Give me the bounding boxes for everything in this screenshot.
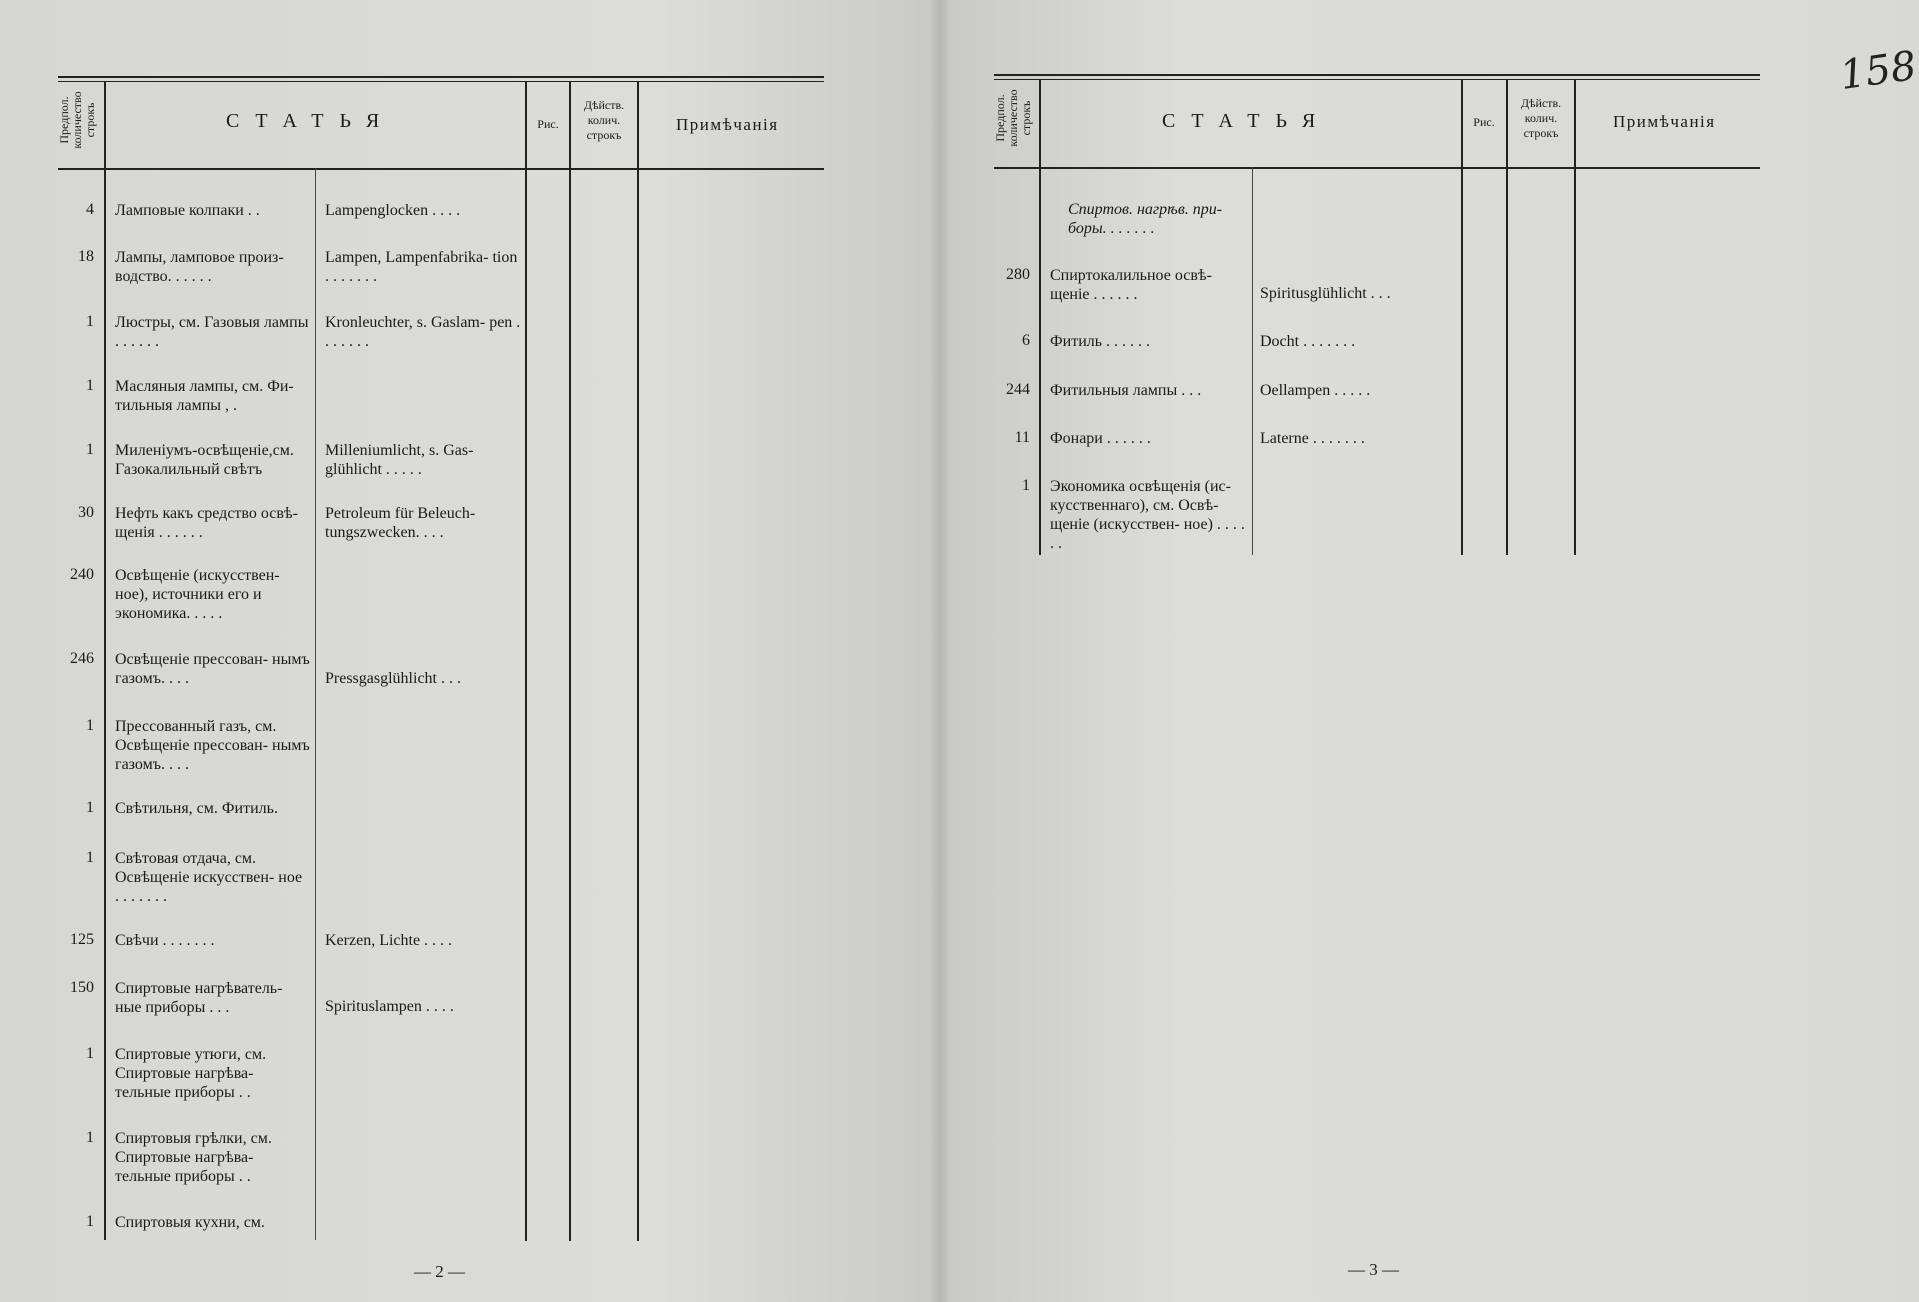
row-count: 280: [1006, 266, 1030, 283]
top-rule-thin: [58, 81, 824, 82]
row-article-de: Docht . . . . . . .: [1260, 333, 1356, 350]
row-article-de: Spirituslampen . . . .: [325, 998, 454, 1015]
row-article-ru: Нефть какъ средство освѣ- щенія . . . . . .: [115, 505, 298, 541]
row-count: 1: [86, 717, 94, 734]
top-rule-thin: [994, 79, 1760, 80]
handwritten-folio: 158: [1837, 42, 1919, 100]
row-article-ru: Масляныя лампы, см. Фи- тильныя лампы , .: [115, 378, 294, 414]
row-article-de: Spiritusglühlicht . . .: [1260, 285, 1391, 302]
row-article-ru: Спиртовые утюги, см. Спиртовые нагрѣва- тельные приборы . .: [115, 1046, 267, 1101]
header-actual: Дѣйств. колич. строкъ: [1520, 96, 1562, 140]
row-article-de: Kronleuchter, s. Gaslam- pen . . . . . . .: [325, 314, 521, 350]
row-count: 125: [70, 931, 94, 948]
row-count: 11: [1014, 429, 1030, 446]
row-article-ru: Спиртов. нагрѣв. при- боры. . . . . . .: [1068, 201, 1223, 237]
col-divider: [1506, 79, 1508, 555]
header-count: Предпол. количество строкъ: [993, 89, 1033, 147]
row-article-ru: Прессованный газъ, см. Освѣщеніе прессован- нымъ газомъ. . . .: [115, 718, 310, 773]
row-article-de: Oellampen . . . . .: [1260, 382, 1371, 399]
row-article-ru: Миленіумъ-освѣщеніе,см. Газокалильный свѣтъ: [115, 442, 294, 478]
row-count: 1: [1022, 477, 1030, 494]
col-divider: [104, 81, 106, 169]
row-article-ru: Свѣчи . . . . . . .: [115, 932, 215, 949]
row-count: 1: [86, 1213, 94, 1230]
row-article-ru: Фитильныя лампы . . .: [1050, 382, 1202, 399]
row-count: 1: [86, 1129, 94, 1146]
top-rule: [58, 76, 824, 78]
header-notes: Примѣчанія: [676, 115, 779, 134]
row-count: 1: [86, 849, 94, 866]
row-article-ru: Спиртовыя кухни, см.: [115, 1214, 265, 1231]
col-divider: [525, 81, 527, 1241]
row-count: 244: [1006, 381, 1030, 398]
row-article-ru: Освѣщеніе (искусствен- ное), источники его и экономика. . . . .: [115, 567, 280, 622]
row-count: 4: [86, 201, 94, 218]
row-article-de: Pressgasglühlicht . . .: [325, 670, 461, 687]
row-article-de: Lampen, Lampenfabrika- tion . . . . . . .: [325, 249, 518, 285]
right-page: [940, 0, 1894, 1302]
row-count: 1: [86, 377, 94, 394]
col-divider: [1039, 79, 1041, 555]
row-count: 240: [70, 566, 94, 583]
row-article-de: Kerzen, Lichte . . . .: [325, 932, 453, 949]
row-article-de: Lampenglocken . . . .: [325, 202, 461, 219]
page-number: — 3 —: [1348, 1260, 1399, 1279]
col-divider: [104, 168, 106, 1240]
col-divider: [1461, 79, 1463, 555]
row-article-ru: Ламповые колпаки . .: [115, 202, 260, 219]
row-article-de: Milleniumlicht, s. Gas- glühlicht . . . . .: [325, 442, 474, 478]
row-article-ru: Фонари . . . . . .: [1050, 430, 1151, 447]
book-gutter: [930, 0, 950, 1302]
header-article: СТАТЬЯ: [1162, 110, 1332, 132]
row-article-ru: Спиртовыя грѣлки, см. Спиртовые нагрѣва- тельные приборы . .: [115, 1130, 272, 1185]
row-count: 30: [78, 504, 94, 521]
top-rule: [994, 74, 1760, 76]
header-fig: Рис.: [1473, 115, 1495, 129]
row-article-ru: Свѣтовая отдача, см. Освѣщеніе искусствен- ное . . . . . . .: [115, 850, 303, 905]
col-divider: [569, 81, 571, 1241]
row-article-ru: Экономика освѣщенія (ис- кусственнаго), см. Освѣ- щеніе (искусствен- ное) . . . . . .: [1050, 478, 1245, 552]
header-actual: Дѣйств. колич. строкъ: [583, 98, 625, 142]
row-article-de: Laterne . . . . . . .: [1260, 430, 1365, 447]
row-count: 1: [86, 799, 94, 816]
row-article-ru: Фитиль . . . . . .: [1050, 333, 1151, 350]
col-divider: [1574, 79, 1576, 555]
col-divider: [315, 168, 316, 1240]
page-number: — 2 —: [414, 1262, 465, 1281]
row-article-de: Petroleum für Beleuch- tungszwecken. . . .: [325, 505, 476, 541]
header-rule: [994, 167, 1760, 169]
row-count: 1: [86, 1045, 94, 1062]
row-count: 6: [1022, 332, 1030, 349]
header-notes: Примѣчанія: [1613, 112, 1716, 131]
col-divider: [1252, 167, 1253, 555]
row-count: 246: [70, 650, 94, 667]
row-article-ru: Спиртокалильное освѣ- щеніе . . . . . .: [1050, 267, 1212, 303]
row-article-ru: Люстры, см. Газовыя лампы . . . . . .: [115, 314, 309, 350]
row-article-ru: Лампы, ламповое произ- водство. . . . . .: [115, 249, 284, 285]
row-count: 1: [86, 441, 94, 458]
row-count: 18: [78, 248, 94, 265]
header-article: СТАТЬЯ: [226, 110, 396, 132]
header-fig: Рис.: [537, 117, 559, 131]
row-count: 1: [86, 313, 94, 330]
row-count: 150: [70, 979, 94, 996]
row-article-ru: Свѣтильня, см. Фитиль.: [115, 800, 278, 817]
col-divider: [637, 81, 639, 1241]
row-article-ru: Спиртовые нагрѣватель- ные приборы . . .: [115, 980, 283, 1016]
row-article-ru: Освѣщеніе прессован- нымъ газомъ. . . .: [115, 651, 310, 687]
header-count: Предпол. количество строкъ: [57, 91, 97, 149]
header-rule: [58, 168, 824, 170]
